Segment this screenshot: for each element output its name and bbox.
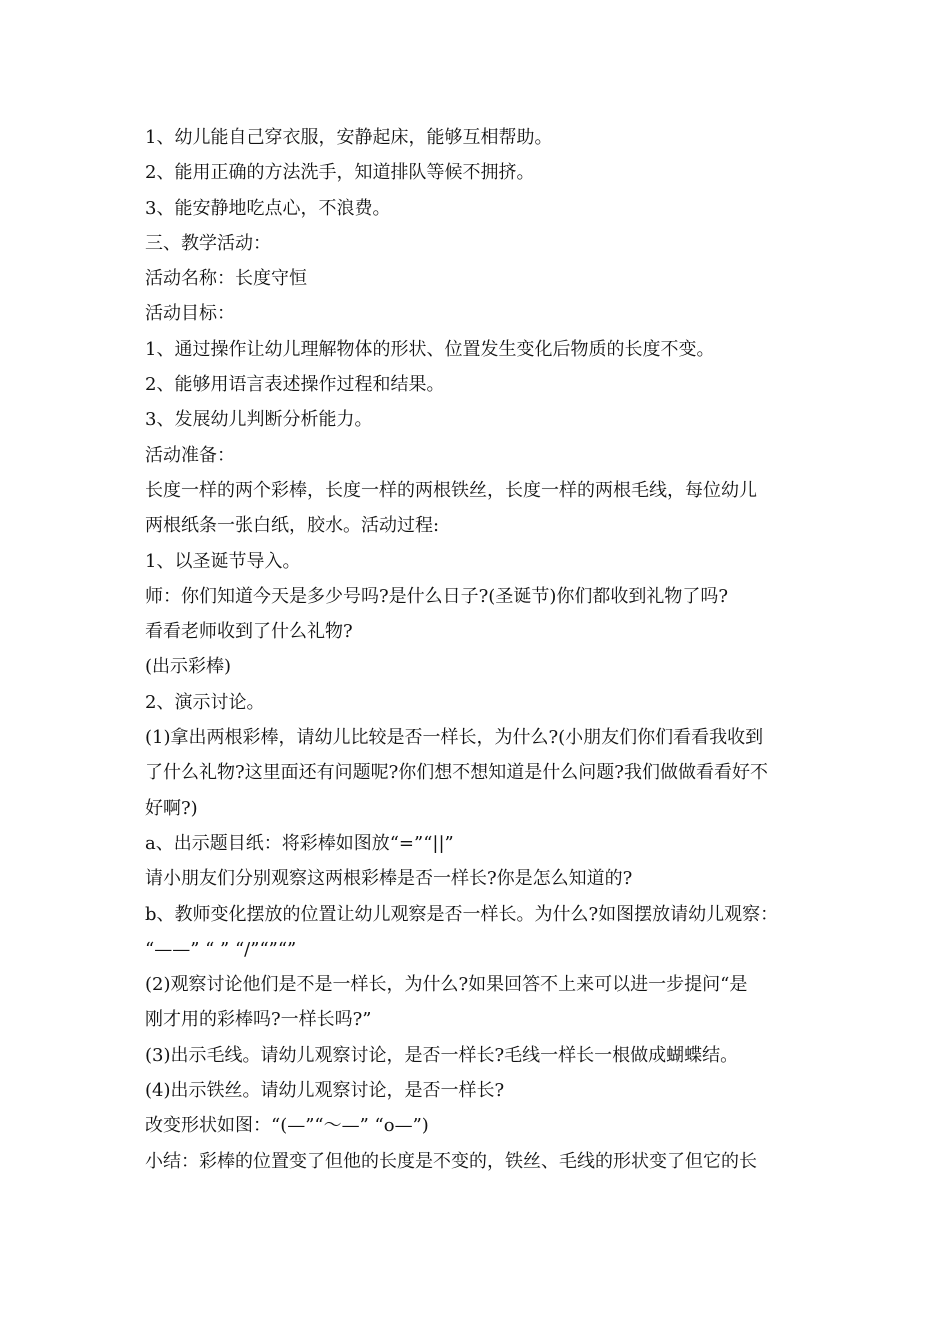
teacher-dialogue-line-1: 师：你们知道今天是多少号吗?是什么日子?(圣诞节)你们都收到礼物了吗? [145,585,728,607]
item-b-line: b、教师变化摆放的位置让幼儿观察是否一样长。为什么?如图摆放请幼儿观察： [145,903,779,925]
activity-preparation-heading: 活动准备： [145,444,235,466]
activity-goal-1: 1、通过操作让幼儿理解物体的形状、位置发生变化后物质的长度不变。 [145,338,715,360]
preparation-text-line-1: 长度一样的两个彩棒，长度一样的两根铁丝，长度一样的两根毛线，每位幼儿 [145,479,757,501]
preparation-text-line-2: 两根纸条一张白纸，胶水。活动过程: [145,515,440,537]
discussion-1-line-2: 了什么礼物?这里面还有问题呢?你们想不想知道是什么问题?我们做做看看好不 [145,762,768,784]
discussion-2-line-2: 刚才用的彩棒吗?一样长吗?” [145,1009,372,1031]
process-step-1: 1、以圣诞节导入。 [145,550,301,572]
process-step-2: 2、演示讨论。 [145,691,265,713]
item-a-question: 请小朋友们分别观察这两根彩棒是否一样长?你是怎么知道的? [145,868,633,890]
item-a-line: a、出示题目纸：将彩棒如图放“=”“||” [145,832,454,854]
activity-goals-heading: 活动目标： [145,303,235,325]
item-b-figure-symbols: “——” “ ” “/”“”“” [145,938,297,960]
activity-name: 活动名称：长度守恒 [145,268,307,290]
summary-line: 小结：彩棒的位置变了但他的长度是不变的，铁丝、毛线的形状变了但它的长 [145,1150,757,1172]
text-line-goal-1: 1、幼儿能自己穿衣服，安静起床，能够互相帮助。 [145,127,553,148]
discussion-2-line-1: (2)观察讨论他们是不是一样长，为什么?如果回答不上来可以进一步提问“是 [145,974,748,996]
show-stick-note: (出示彩棒) [145,656,232,678]
section-heading-teaching-activity: 三、教学活动： [145,232,271,254]
discussion-3-line: (3)出示毛线。请幼儿观察讨论，是否一样长?毛线一样长一根做成蝴蝶结。 [145,1044,739,1066]
text-line-goal-3: 3、能安静地吃点心，不浪费。 [145,197,391,219]
document-page [145,120,817,1179]
discussion-4-line: (4)出示铁丝。请幼儿观察讨论，是否一样长? [145,1080,505,1102]
activity-goal-3: 3、发展幼儿判断分析能力。 [145,409,373,431]
discussion-1-line-1: (1)拿出两根彩棒，请幼儿比较是否一样长，为什么?(小朋友们你们看看我收到 [145,727,764,749]
discussion-1-line-3: 好啊?) [145,797,198,819]
teacher-dialogue-line-2: 看看老师收到了什么礼物? [145,621,353,643]
activity-goal-2: 2、能够用语言表述操作过程和结果。 [145,374,445,396]
shape-change-line: 改变形状如图：“(—”“～—” “o—”) [145,1115,429,1137]
text-line-goal-2: 2、能用正确的方法洗手，知道排队等候不拥挤。 [145,162,535,184]
